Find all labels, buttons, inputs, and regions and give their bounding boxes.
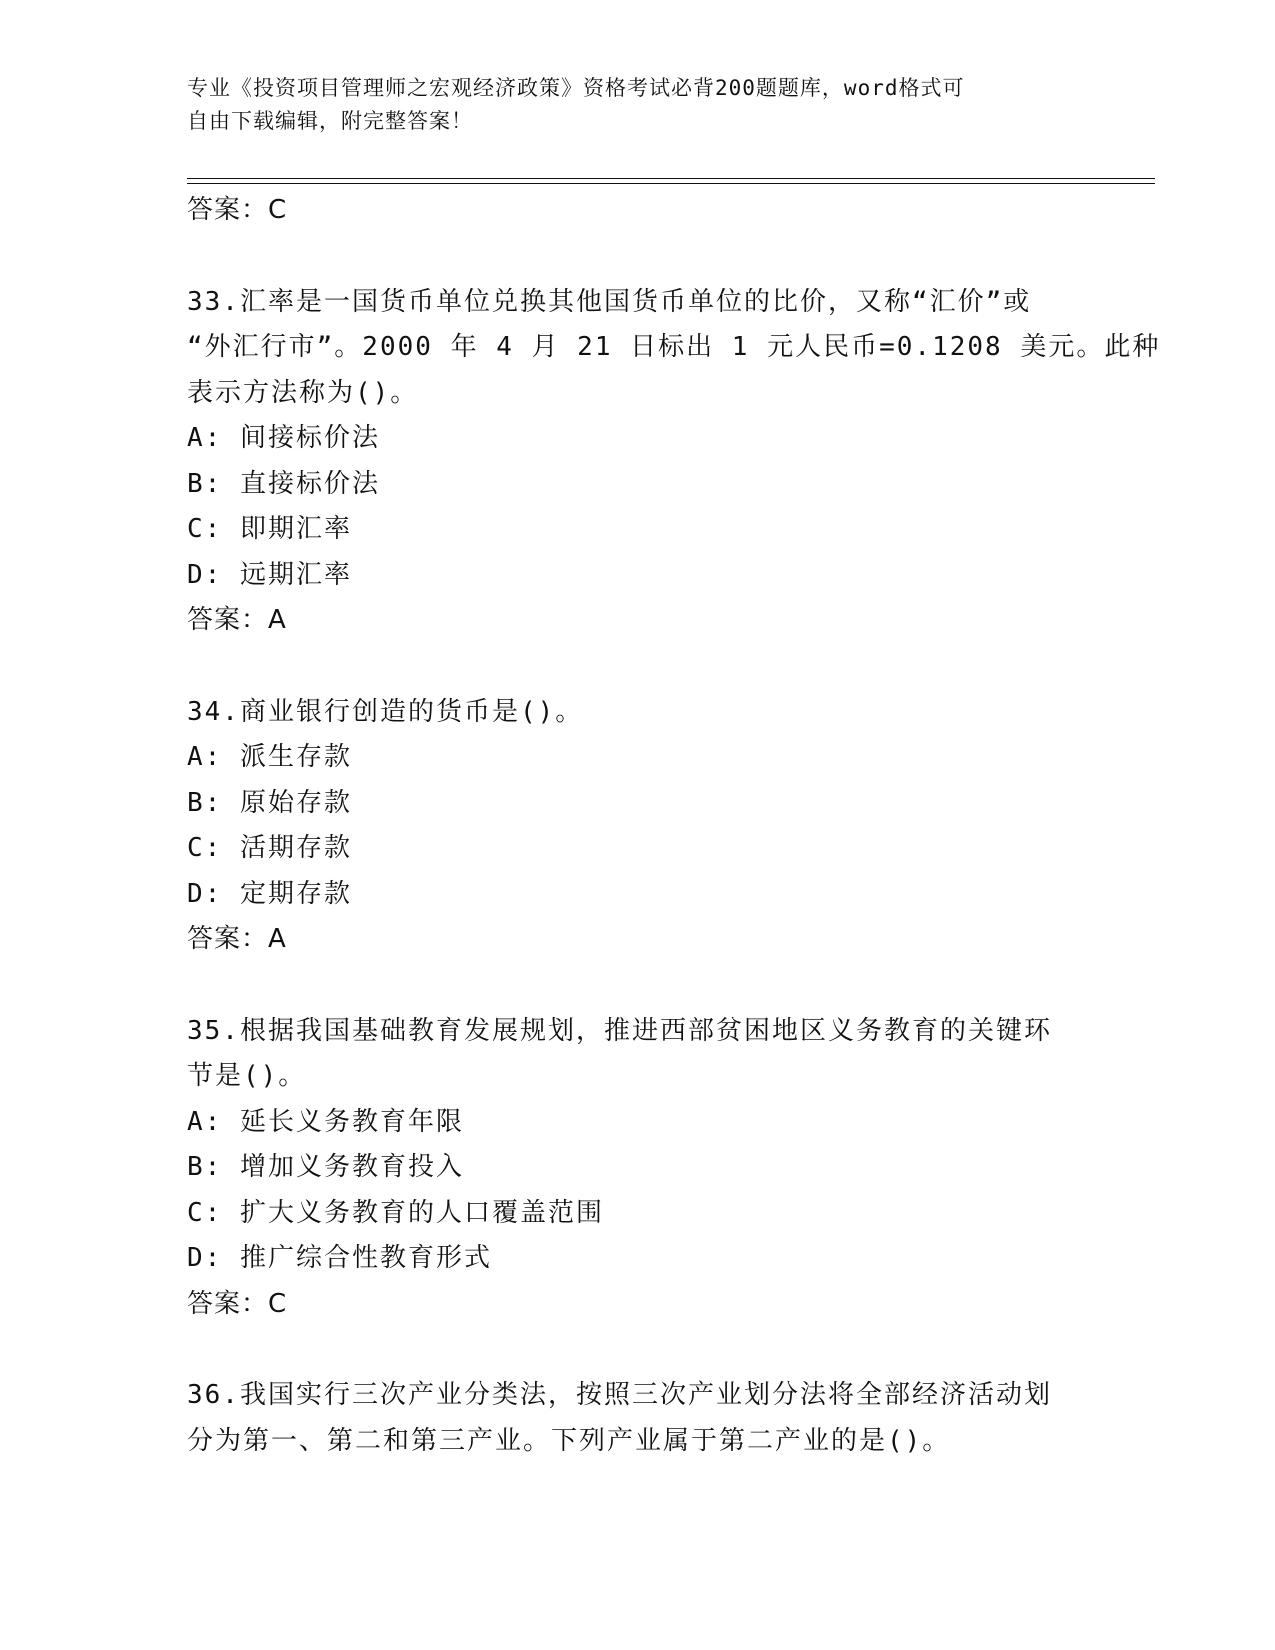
question-text-line: 36.我国实行三次产业分类法，按照三次产业划分法将全部经济活动划 — [187, 1380, 1052, 1410]
option-a: A: 延长义务教育年限 — [187, 1106, 464, 1137]
question-text-line: 35.根据我国基础教育发展规划，推进西部贫困地区义务教育的关键环 — [187, 1015, 1052, 1046]
question-text-line: 33.汇率是一国货币单位兑换其他国货币单位的比价，又称“汇价”或 — [187, 286, 1032, 317]
question-text-line: 表示方法称为()。 — [187, 377, 419, 408]
header-rule-bottom — [187, 183, 1155, 184]
question-35 — [187, 1009, 1087, 1328]
question-text-line: 节是()。 — [187, 1061, 307, 1091]
header-line-2: 自由下载编辑，附完整答案！ — [187, 109, 473, 133]
option-b: B: 原始存款 — [187, 787, 352, 818]
answer-32: 答案：C — [187, 195, 288, 225]
header-line-1: 专业《投资项目管理师之宏观经济政策》资格考试必背200题题库，word格式可 — [187, 76, 965, 100]
question-36 — [187, 1373, 1087, 1464]
question-33 — [187, 280, 1161, 644]
option-c: C: 即期汇率 — [187, 514, 352, 544]
option-a: A: 派生存款 — [187, 742, 352, 772]
option-b: B: 增加义务教育投入 — [187, 1152, 464, 1182]
answer-34: 答案：A — [187, 924, 287, 954]
question-text-line: 分为第一、第二和第三产业。下列产业属于第二产业的是()。 — [187, 1425, 951, 1456]
option-d: D: 推广综合性教育形式 — [187, 1243, 492, 1273]
answer-33: 答案：A — [187, 605, 287, 635]
option-c: C: 扩大义务教育的人口覆盖范围 — [187, 1197, 604, 1228]
header-rule-top — [187, 178, 1155, 179]
option-a: A: 间接标价法 — [187, 423, 380, 453]
question-text-line: 34.商业银行创造的货币是()。 — [187, 696, 584, 727]
option-d: D: 远期汇率 — [187, 559, 352, 590]
option-b: B: 直接标价法 — [187, 468, 380, 499]
option-c: C: 活期存款 — [187, 833, 352, 863]
document-header — [187, 72, 1087, 138]
option-d: D: 定期存款 — [187, 878, 352, 909]
question-text-line: “外汇行市”。2000 年 4 月 21 日标出 1 元人民币=0.1208 美元。此种 — [187, 332, 1161, 362]
answer-35: 答案：C — [187, 1288, 288, 1319]
document-body — [187, 188, 1161, 1464]
question-34 — [187, 690, 1087, 963]
